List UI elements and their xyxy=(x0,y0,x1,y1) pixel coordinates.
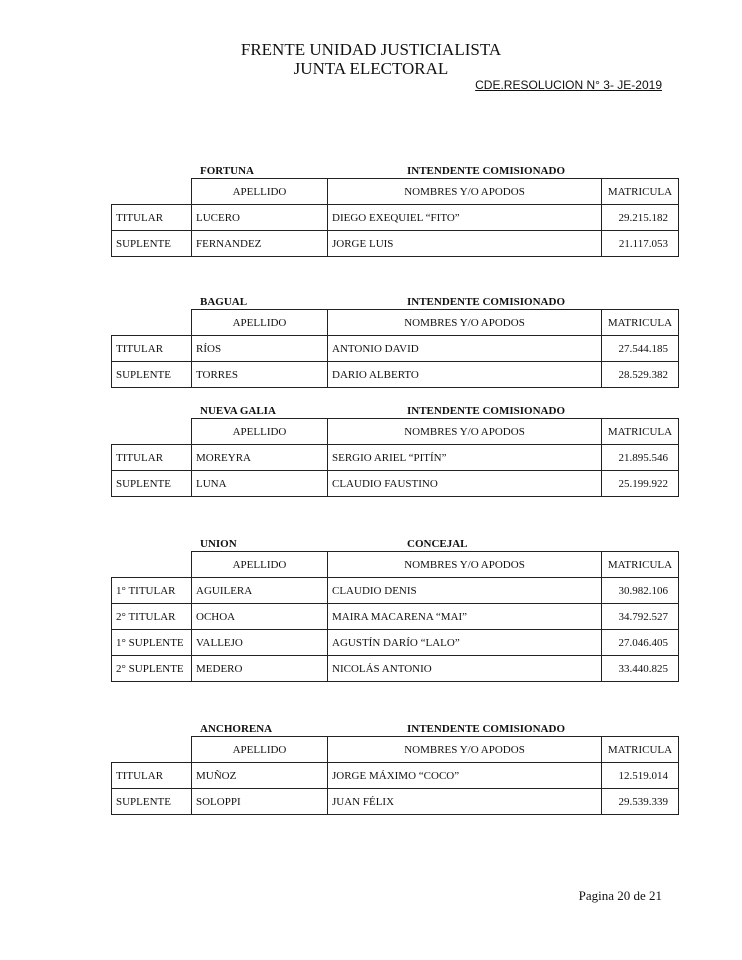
role-cell: SUPLENTE xyxy=(112,471,192,497)
empty-corner-cell xyxy=(112,179,192,205)
column-header-apellido: APELLIDO xyxy=(192,737,328,763)
surname-cell: SOLOPPI xyxy=(192,789,328,815)
candidate-block xyxy=(111,538,678,682)
surname-cell: VALLEJO xyxy=(192,630,328,656)
surname-cell: TORRES xyxy=(192,362,328,388)
candidate-table xyxy=(111,418,679,497)
resolution-number: CDE.RESOLUCION N° 3- JE-2019 xyxy=(475,78,662,92)
role-cell: SUPLENTE xyxy=(112,789,192,815)
table-row xyxy=(112,471,679,497)
names-cell: JORGE MÁXIMO “COCO” xyxy=(328,763,602,789)
table-row xyxy=(112,231,679,257)
column-header-apellido: APELLIDO xyxy=(192,419,328,445)
table-header-row xyxy=(112,737,679,763)
column-header-nombres: NOMBRES Y/O APODOS xyxy=(328,310,602,336)
id-number-cell: 34.792.527 xyxy=(602,604,679,630)
role-cell: 2° TITULAR xyxy=(112,604,192,630)
names-cell: JORGE LUIS xyxy=(328,231,602,257)
empty-corner-cell xyxy=(112,552,192,578)
surname-cell: OCHOA xyxy=(192,604,328,630)
id-number-cell: 25.199.922 xyxy=(602,471,679,497)
table-header-row xyxy=(112,419,679,445)
empty-corner-cell xyxy=(112,419,192,445)
column-header-matricula: MATRICULA xyxy=(602,737,679,763)
role-cell: SUPLENTE xyxy=(112,231,192,257)
candidate-table xyxy=(111,178,679,257)
names-cell: DIEGO EXEQUIEL “FITO” xyxy=(328,205,602,231)
names-cell: CLAUDIO DENIS xyxy=(328,578,602,604)
table-row xyxy=(112,578,679,604)
column-header-apellido: APELLIDO xyxy=(192,552,328,578)
names-cell: NICOLÁS ANTONIO xyxy=(328,656,602,682)
office-name: INTENDENTE COMISIONADO xyxy=(407,723,565,735)
surname-cell: MUÑOZ xyxy=(192,763,328,789)
candidate-block xyxy=(111,165,678,257)
document-subtitle: JUNTA ELECTORAL xyxy=(293,59,449,78)
table-header-row xyxy=(112,552,679,578)
role-cell: TITULAR xyxy=(112,763,192,789)
column-header-nombres: NOMBRES Y/O APODOS xyxy=(328,552,602,578)
role-cell: TITULAR xyxy=(112,205,192,231)
surname-cell: MEDERO xyxy=(192,656,328,682)
locality-name: ANCHORENA xyxy=(200,723,273,735)
id-number-cell: 29.539.339 xyxy=(602,789,679,815)
block-heading xyxy=(111,723,678,736)
names-cell: MAIRA MACARENA “MAI” xyxy=(328,604,602,630)
role-cell: 1° TITULAR xyxy=(112,578,192,604)
column-header-nombres: NOMBRES Y/O APODOS xyxy=(328,419,602,445)
names-cell: AGUSTÍN DARÍO “LALO” xyxy=(328,630,602,656)
role-cell: 2° SUPLENTE xyxy=(112,656,192,682)
column-header-matricula: MATRICULA xyxy=(602,552,679,578)
table-row xyxy=(112,656,679,682)
candidate-table xyxy=(111,736,679,815)
column-header-nombres: NOMBRES Y/O APODOS xyxy=(328,737,602,763)
candidate-table xyxy=(111,551,679,682)
column-header-matricula: MATRICULA xyxy=(602,179,679,205)
names-cell: JUAN FÉLIX xyxy=(328,789,602,815)
table-row xyxy=(112,630,679,656)
column-header-apellido: APELLIDO xyxy=(192,179,328,205)
surname-cell: LUCERO xyxy=(192,205,328,231)
role-cell: TITULAR xyxy=(112,445,192,471)
candidate-block xyxy=(111,405,678,497)
candidate-table xyxy=(111,309,679,388)
surname-cell: FERNANDEZ xyxy=(192,231,328,257)
id-number-cell: 30.982.106 xyxy=(602,578,679,604)
role-cell: 1° SUPLENTE xyxy=(112,630,192,656)
role-cell: TITULAR xyxy=(112,336,192,362)
table-row xyxy=(112,445,679,471)
id-number-cell: 28.529.382 xyxy=(602,362,679,388)
id-number-cell: 27.046.405 xyxy=(602,630,679,656)
block-heading xyxy=(111,405,678,418)
surname-cell: LUNA xyxy=(192,471,328,497)
empty-corner-cell xyxy=(112,737,192,763)
column-header-nombres: NOMBRES Y/O APODOS xyxy=(328,179,602,205)
document-title: FRENTE UNIDAD JUSTICIALISTA xyxy=(240,40,502,59)
block-heading xyxy=(111,296,678,309)
column-header-apellido: APELLIDO xyxy=(192,310,328,336)
locality-name: UNION xyxy=(200,538,237,550)
empty-corner-cell xyxy=(112,310,192,336)
column-header-matricula: MATRICULA xyxy=(602,310,679,336)
table-row xyxy=(112,604,679,630)
table-header-row xyxy=(112,179,679,205)
locality-name: NUEVA GALIA xyxy=(200,405,276,417)
block-heading xyxy=(111,538,678,551)
office-name: INTENDENTE COMISIONADO xyxy=(407,165,565,177)
page-number: Pagina 20 de 21 xyxy=(578,888,662,903)
table-row xyxy=(112,763,679,789)
office-name: CONCEJAL xyxy=(407,538,468,550)
table-row xyxy=(112,362,679,388)
names-cell: ANTONIO DAVID xyxy=(328,336,602,362)
names-cell: DARIO ALBERTO xyxy=(328,362,602,388)
id-number-cell: 33.440.825 xyxy=(602,656,679,682)
surname-cell: MOREYRA xyxy=(192,445,328,471)
role-cell: SUPLENTE xyxy=(112,362,192,388)
table-row xyxy=(112,336,679,362)
table-row xyxy=(112,205,679,231)
office-name: INTENDENTE COMISIONADO xyxy=(407,405,565,417)
candidate-block xyxy=(111,296,678,388)
table-header-row xyxy=(112,310,679,336)
candidate-block xyxy=(111,723,678,815)
id-number-cell: 27.544.185 xyxy=(602,336,679,362)
table-row xyxy=(112,789,679,815)
locality-name: BAGUAL xyxy=(200,296,248,308)
surname-cell: AGUILERA xyxy=(192,578,328,604)
surname-cell: RÍOS xyxy=(192,336,328,362)
id-number-cell: 29.215.182 xyxy=(602,205,679,231)
office-name: INTENDENTE COMISIONADO xyxy=(407,296,565,308)
names-cell: SERGIO ARIEL “PITÍN” xyxy=(328,445,602,471)
column-header-matricula: MATRICULA xyxy=(602,419,679,445)
id-number-cell: 21.895.546 xyxy=(602,445,679,471)
locality-name: FORTUNA xyxy=(200,165,255,177)
names-cell: CLAUDIO FAUSTINO xyxy=(328,471,602,497)
id-number-cell: 21.117.053 xyxy=(602,231,679,257)
block-heading xyxy=(111,165,678,178)
id-number-cell: 12.519.014 xyxy=(602,763,679,789)
